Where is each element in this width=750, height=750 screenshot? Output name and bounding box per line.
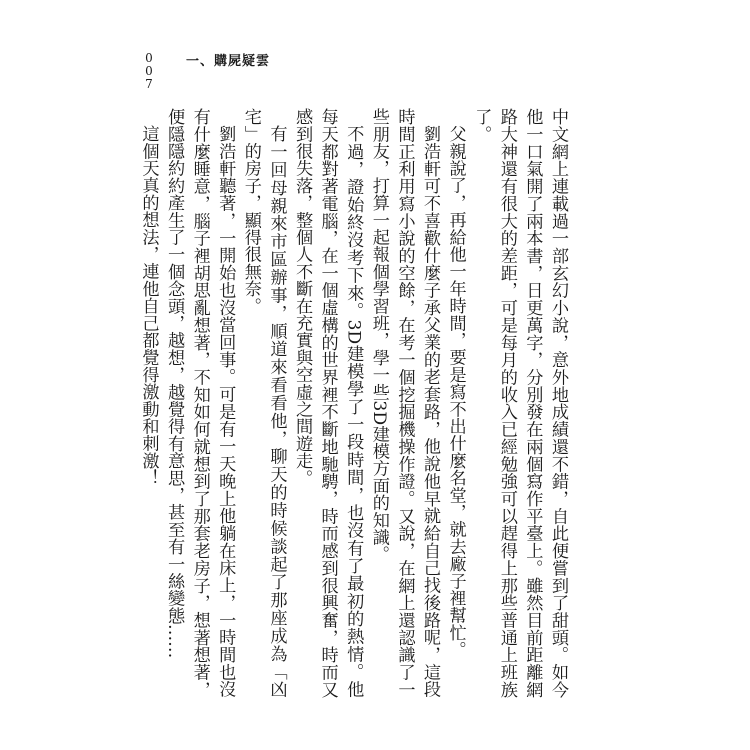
paragraph: 劉浩軒可不喜歡什麼子承父業的老套路，他說他早就給自己找後路呢，這段時間正利用寫小說的空餘，在考一個挖掘機操作證。又說，在網上還認識了一些朋友，打算一起報個學習班，學一些3D建模方面的知識。 — [368, 108, 441, 698]
paragraph: 中文網上連載過一部玄幻小說，意外地成績還不錯，自此便嘗到了甜頭。如今他一口氣開了兩本書，日更萬字，分別發在兩個寫作平臺上。雖然目前距離網路大神還有很大的差距，可是每月的收入已經勉強可以趕得上那些普通上班族了。 — [471, 108, 568, 698]
paragraph: 父親說了，再給他一年時間，要是寫不出什麼名堂，就去廠子裡幫忙。 — [445, 125, 466, 659]
chapter-title: 一、購屍疑雲 — [186, 54, 271, 69]
page-number — [143, 52, 155, 91]
page-number-digit: 0 — [145, 51, 153, 65]
page-number-digit: 0 — [145, 64, 153, 78]
page-number-digit: 7 — [145, 77, 153, 91]
paragraph: 不過，證始終沒考下來。3D建模學了一段時間，也沒有了最初的熱情。他每天都對著電腦，在一個虛構的世界裡不斷地馳騁，時而感到很興奮，時而又感到很失落，整個人不斷在充實與空虛之間遊走。 — [292, 108, 364, 698]
paragraph: 劉浩軒聽著，一開始也沒當回事。可是有一天晚上他躺在床上，一時間也沒有什麼睡意，腦子裡胡思亂想著，不知如何就想到了那套老房子，想著想著，便隱隱約約產生了一個念頭，越想，越覺得有意思，甚至有一絲變態…… — [164, 108, 236, 698]
paragraph: 有一回母親來市區辦事，順道來看看他，聊天的時候談起了那座成為「凶宅」的房子，顯得很無奈。 — [240, 108, 287, 698]
body-text — [138, 108, 570, 698]
paragraph: 這個天真的想法，連他自己都覺得激動和刺激！ — [138, 125, 159, 487]
